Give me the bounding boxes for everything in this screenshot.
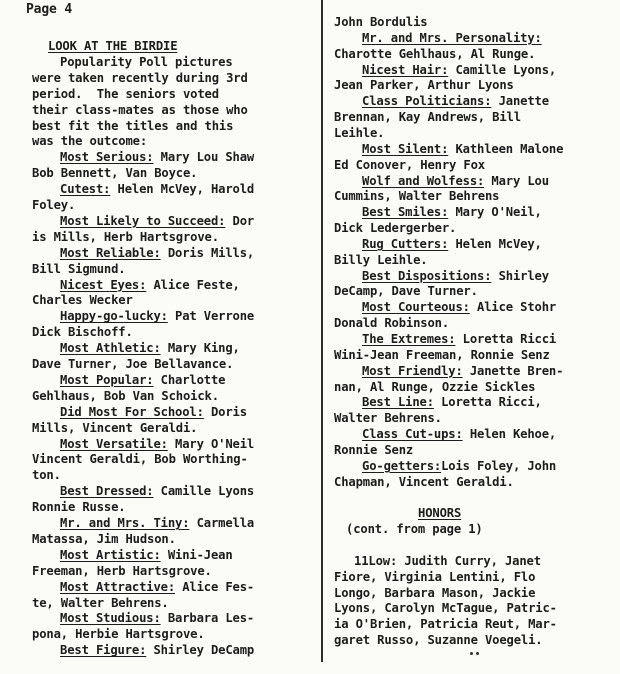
award-names: Wini-Jean — [160, 547, 233, 562]
award-title: Mr. and Mrs. Personality: — [362, 30, 542, 45]
text-line — [334, 109, 521, 125]
award-title: Rug Cutters: — [362, 236, 449, 251]
body-text: Mills, Vincent Geraldi. — [32, 420, 198, 435]
body-text: Matassa, Jim Hudson. — [32, 531, 176, 546]
award-title: Most Attractive: — [60, 579, 175, 594]
award-title: Most Silent: — [362, 141, 449, 156]
text-line — [334, 585, 535, 601]
award-names: Doris — [203, 404, 247, 419]
body-text: Bob Bennett, Van Boyce. — [32, 166, 198, 181]
text-line — [32, 451, 248, 467]
text-line — [60, 372, 225, 388]
text-line — [32, 626, 205, 642]
body-text: Fiore, Virginia Lentini, Flo — [334, 569, 536, 584]
body-text: Ronnie Russe. — [32, 500, 126, 515]
text-line — [334, 125, 384, 141]
body-text: best fit the titles and this — [32, 118, 234, 133]
award-names: Helen Kehoe, — [462, 427, 557, 442]
text-line — [60, 610, 254, 626]
body-text: garet Russo, Suzanne Voegeli. — [334, 633, 543, 648]
text-line — [32, 356, 233, 372]
text-line — [60, 642, 254, 658]
body-text: Gehlhaus, Bob Van Schoick. — [32, 388, 219, 403]
award-names: Dor — [225, 213, 255, 228]
body-text: nan, Al Runge, Ozzie Sickles — [334, 379, 536, 394]
text-line — [32, 388, 219, 404]
body-text: Dick Ledergerber. — [334, 221, 457, 236]
award-names: Alice Stohr — [469, 300, 557, 315]
body-text: Billy Leihle. — [334, 252, 428, 267]
body-text: John Bordulis — [334, 15, 428, 29]
award-names: Alice Fes- — [175, 579, 255, 594]
body-text: Dick Bischoff. — [32, 325, 133, 340]
text-line — [32, 118, 233, 134]
page-number-label: Page 4 — [26, 2, 73, 17]
award-title: Best Dispositions: — [362, 268, 492, 283]
body-text: Freeman, Herb Hartsgrove. — [32, 563, 212, 578]
award-names: Charlotte — [153, 372, 226, 387]
text-line — [334, 474, 514, 490]
body-text: Longo, Barbara Mason, Jackie — [334, 585, 536, 600]
body-text: ton. — [32, 468, 61, 483]
body-text: 11Low: Judith Curry, Janet — [354, 553, 541, 568]
text-line — [362, 204, 542, 220]
section-heading: LOOK AT THE BIRDIE — [48, 39, 178, 53]
text-line — [334, 632, 542, 648]
text-line — [334, 46, 535, 62]
award-title: Wolf and Wolfess: — [362, 173, 485, 188]
text-line — [362, 458, 556, 474]
ink-mark — [476, 652, 479, 655]
award-names: Helen McVey, — [448, 236, 542, 251]
text-line — [32, 229, 219, 245]
award-names: Carmella — [189, 516, 255, 530]
body-text: te, Walter Behrens. — [32, 595, 169, 610]
body-text: was the outcome: — [32, 134, 147, 149]
text-line — [362, 363, 563, 379]
text-line — [334, 315, 449, 331]
text-line — [32, 467, 61, 483]
text-line — [32, 420, 197, 436]
body-text: their class-mates as those who — [32, 102, 248, 117]
body-text: Jean Parker, Arthur Lyons — [334, 78, 514, 93]
text-line — [48, 38, 177, 54]
text-line — [334, 379, 535, 395]
body-text: Cummins, Walter Behrens — [334, 189, 500, 204]
award-names: Kathleen Malone — [448, 141, 564, 156]
body-text: Bill Sigmund. — [32, 261, 126, 276]
body-text: Brennan, Kay Andrews, Bill — [334, 110, 521, 125]
text-line — [60, 579, 254, 595]
body-text: (cont. from page 1) — [346, 522, 483, 537]
text-line — [60, 277, 240, 293]
column-divider — [321, 0, 323, 662]
award-title: Cutest: — [60, 182, 111, 197]
body-text: Charles Wecker — [32, 293, 133, 308]
text-line — [32, 595, 169, 611]
award-title: Happy-go-lucky: — [60, 309, 168, 324]
award-title: Most Versatile: — [60, 436, 168, 451]
award-title: Class Cut-ups: — [362, 427, 463, 442]
text-line — [334, 77, 514, 93]
text-line — [362, 93, 549, 109]
text-line — [362, 30, 542, 46]
award-title: Best Figure: — [60, 643, 147, 658]
text-line — [60, 308, 254, 324]
text-line — [334, 410, 442, 426]
text-line — [32, 499, 125, 515]
text-line — [60, 515, 254, 531]
award-names: Mary Lou Shaw — [153, 150, 255, 165]
text-line — [334, 616, 557, 632]
body-text: Dave Turner, Joe Bellavance. — [32, 357, 234, 371]
text-line — [60, 547, 233, 563]
award-title: Most Artistic: — [60, 547, 161, 562]
text-line — [32, 102, 248, 118]
text-line — [334, 600, 557, 616]
text-line — [32, 165, 197, 181]
text-line — [346, 521, 483, 537]
text-line — [362, 426, 556, 442]
text-line — [60, 149, 254, 165]
text-line — [362, 299, 556, 315]
text-line — [32, 563, 212, 579]
award-title: Most Studious: — [60, 611, 161, 626]
award-title: Go-getters: — [362, 458, 442, 473]
text-line — [362, 394, 542, 410]
text-line — [32, 531, 176, 547]
award-title: Did Most For School: — [60, 404, 204, 419]
body-text: Leihle. — [334, 125, 385, 140]
text-line — [60, 54, 233, 70]
text-line — [60, 245, 254, 261]
body-text: Wini-Jean Freeman, Ronnie Senz — [334, 347, 550, 362]
award-names: Barbara Les- — [160, 611, 255, 626]
text-line — [60, 213, 254, 229]
text-line — [334, 347, 550, 363]
body-text: is Mills, Herb Hartsgrove. — [32, 229, 219, 244]
award-names: Janette — [491, 94, 549, 109]
award-title: Best Smiles: — [362, 205, 449, 220]
award-names: Shirley — [491, 268, 549, 283]
award-title: Most Courteous: — [362, 300, 470, 315]
text-line — [334, 188, 499, 204]
text-line — [60, 181, 254, 197]
award-names: Mary King, — [160, 341, 240, 356]
award-names: Mary Lou — [484, 173, 549, 188]
award-title: Mr. and Mrs. Tiny: — [60, 516, 190, 530]
body-text: Popularity Poll pictures — [60, 54, 233, 69]
body-text: were taken recently during 3rd — [32, 70, 248, 85]
section-heading: HONORS — [418, 506, 462, 521]
award-names: Mary O'Neil — [167, 436, 255, 451]
award-names: Doris Mills, — [160, 245, 255, 260]
body-text: Donald Robinson. — [334, 316, 449, 331]
text-line — [362, 62, 556, 78]
award-title: The Extremes: — [362, 332, 456, 346]
award-title: Nicest Eyes: — [60, 277, 147, 292]
text-line — [362, 236, 542, 252]
body-text: ia O'Brien, Patricia Reut, Mar- — [334, 617, 557, 632]
text-line — [60, 404, 247, 420]
text-line — [362, 173, 549, 189]
award-title: Best Dressed: — [60, 484, 154, 499]
award-title: Nicest Hair: — [362, 62, 449, 77]
text-line — [60, 340, 240, 356]
text-line — [60, 483, 254, 499]
award-names: Camille Lyons — [153, 484, 255, 499]
award-title: Class Politicians: — [362, 94, 492, 109]
body-text: Vincent Geraldi, Bob Worthing- — [32, 452, 248, 467]
award-title: Most Friendly: — [362, 363, 463, 378]
award-names: Camille Lyons, — [448, 62, 557, 77]
award-names: Lois Foley, John — [441, 458, 557, 473]
text-line — [32, 261, 125, 277]
text-line — [334, 283, 478, 299]
text-line — [32, 86, 219, 102]
body-text: period. The seniors voted — [32, 86, 219, 101]
text-line — [32, 133, 147, 149]
text-line — [334, 220, 456, 236]
text-line — [418, 505, 461, 521]
award-title: Most Reliable: — [60, 245, 161, 260]
text-line — [334, 569, 535, 585]
body-text: Chapman, Vincent Geraldi. — [334, 474, 514, 489]
body-text: Ed Conover, Henry Fox — [334, 157, 485, 172]
body-text: DeCamp, Dave Turner. — [334, 284, 478, 299]
award-title: Best Line: — [362, 395, 434, 410]
award-names: Janette Bren- — [462, 363, 564, 378]
award-names: Helen McVey, Harold — [110, 182, 255, 197]
text-line — [60, 436, 254, 452]
body-text: Walter Behrens. — [334, 411, 442, 426]
body-text: Lyons, Carolyn McTague, Patric- — [334, 601, 557, 616]
text-line — [32, 197, 75, 213]
body-text: Foley. — [32, 198, 76, 212]
text-line — [362, 141, 563, 157]
text-line — [334, 442, 413, 458]
award-names: Loretta Ricci, — [433, 395, 542, 410]
text-line — [334, 14, 427, 30]
award-names: Pat Verrone — [167, 309, 255, 324]
text-line — [334, 252, 427, 268]
award-title: Most Popular: — [60, 372, 154, 387]
body-text: Charotte Gehlhaus, Al Runge. — [334, 46, 536, 61]
award-names: Alice Feste, — [146, 277, 240, 292]
award-title: Most Likely to Succeed: — [60, 213, 226, 228]
award-title: Most Serious: — [60, 150, 154, 165]
text-line — [354, 553, 541, 569]
award-names: Loretta Ricci — [455, 332, 557, 346]
award-title: Most Athletic: — [60, 341, 161, 356]
text-line — [362, 331, 556, 347]
ink-mark — [470, 652, 473, 655]
text-line — [32, 70, 248, 86]
text-line — [32, 292, 133, 308]
award-names: Mary O'Neil, — [448, 205, 542, 220]
body-text: Ronnie Senz — [334, 442, 414, 457]
text-line — [334, 157, 485, 173]
body-text: pona, Herbie Hartsgrove. — [32, 627, 205, 642]
text-line — [362, 268, 549, 284]
text-line — [32, 324, 133, 340]
award-names: Shirley DeCamp — [146, 643, 255, 658]
